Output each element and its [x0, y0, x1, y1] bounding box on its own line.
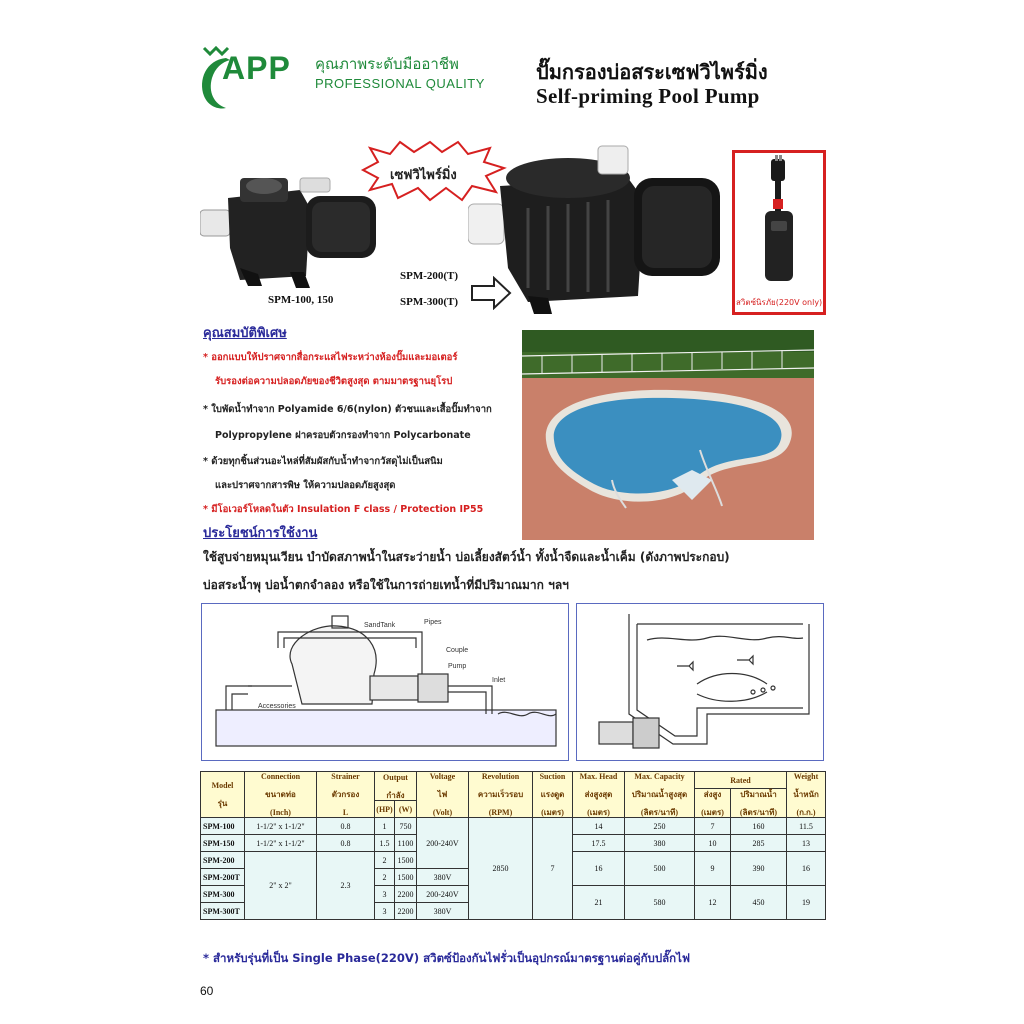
col-header-connection: Connection ขนาดท่อ (Inch)	[245, 772, 317, 818]
swimming-pool-photo	[522, 330, 814, 540]
burst-label: เซฟวิไพร์มิ่ง	[390, 168, 457, 183]
table-cell: 2" x 2"	[245, 852, 317, 920]
table-cell: 1-1/2" x 1-1/2"	[245, 818, 317, 835]
table-cell: 750	[395, 818, 417, 835]
table-cell: 285	[731, 835, 787, 852]
safety-switch-label: สวิตซ์นิรภัย(220V only)	[736, 298, 823, 307]
table-cell: 16	[573, 852, 625, 886]
table-cell: 2.3	[317, 852, 375, 920]
table-cell: SPM-200	[201, 852, 245, 869]
application-text-line-1: ใช้สูบจ่ายหมุนเวียน บำบัดสภาพน้ำในสระว่ายน้ำ บ่อเลี้ยงสัตว์น้ำ ทั้งน้ำจืดและน้ำเค็ม (ดังภาพประกอบ)	[203, 550, 730, 564]
table-cell: 3	[375, 903, 395, 920]
table-cell: 0.8	[317, 818, 375, 835]
diagram-label: Pump	[448, 663, 467, 670]
table-cell: 2	[375, 869, 395, 886]
table-cell: 14	[573, 818, 625, 835]
feature-line: Polypropylene ฝาครอบตัวกรองทำจาก Polycarbonate	[215, 430, 471, 441]
col-header-suction: Suction แรงดูด (เมตร)	[533, 772, 573, 818]
table-cell: 19	[787, 886, 826, 920]
col-header-rated-flow: ปริมาณน้ำ (ลิตร/นาที)	[731, 789, 787, 818]
page-title-thai: ปั๊มกรองบ่อสระเซฟวิไพร์มิ่ง	[536, 60, 768, 84]
safety-switch-image	[732, 150, 826, 315]
diagram-label: Accessories	[258, 703, 296, 710]
feature-line: * ใบพัดน้ำทำจาก Polyamide 6/6(nylon) ตัวชนและเสื้อปั๊มทำจาก	[203, 404, 492, 415]
table-cell: 200-240V	[417, 886, 469, 903]
table-cell: 160	[731, 818, 787, 835]
col-header-max-capacity: Max. Capacity ปริมาณน้ำสูงสุด (ลิตร/นาที)	[625, 772, 695, 818]
table-cell: 9	[695, 852, 731, 886]
table-cell: 450	[731, 886, 787, 920]
col-header-revolution: Revolution ความเร็วรอบ (RPM)	[469, 772, 533, 818]
table-cell: 2200	[395, 903, 417, 920]
col-header-max-head: Max. Head ส่งสูงสุด (เมตร)	[573, 772, 625, 818]
page-title-english: Self-priming Pool Pump	[536, 84, 760, 108]
table-cell: 380V	[417, 869, 469, 886]
table-cell: 10	[695, 835, 731, 852]
feature-line: รับรองต่อความปลอดภัยของชีวิตสูงสุด ตามมาตรฐานยุโรป	[215, 376, 453, 387]
footnote: * สำหรับรุ่นที่เป็น Single Phase(220V) สวิตซ์ป้องกันไฟรั่วเป็นอุปกรณ์มาตรฐานต่อคู่กับปลั๊กไฟ	[203, 951, 691, 965]
table-cell: 1500	[395, 869, 417, 886]
table-cell: 250	[625, 818, 695, 835]
page-number: 60	[200, 984, 214, 998]
diagram-label: Couple	[446, 647, 469, 654]
table-cell: 2850	[469, 818, 533, 920]
fish-pond-diagram	[576, 603, 824, 761]
table-cell: 580	[625, 886, 695, 920]
table-cell: 380V	[417, 903, 469, 920]
application-text-line-2: บ่อสระน้ำพุ บ่อน้ำตกจำลอง หรือใช้ในการถ่ายเทน้ำที่มีปริมาณมาก ฯลฯ	[203, 578, 569, 592]
col-header-strainer: Strainer ตัวกรอง L	[317, 772, 375, 818]
large-pump-model-label-2: SPM-300(T)	[400, 296, 459, 308]
col-header-w: (W)	[395, 801, 417, 818]
logo-tagline-english: PROFESSIONAL QUALITY	[315, 76, 485, 91]
table-cell: 1-1/2" x 1-1/2"	[245, 835, 317, 852]
table-cell: 390	[731, 852, 787, 886]
col-header-output: Output กำลัง	[375, 772, 417, 801]
table-cell: 2	[375, 852, 395, 869]
table-cell: 17.5	[573, 835, 625, 852]
table-cell: 1	[375, 818, 395, 835]
col-header-weight: Weight น้ำหนัก (ก.ก.)	[787, 772, 826, 818]
specification-table	[200, 771, 826, 920]
logo-tagline-thai: คุณภาพระดับมืออาชีพ	[315, 55, 459, 73]
table-cell: 0.8	[317, 835, 375, 852]
table-cell: 1.5	[375, 835, 395, 852]
diagram-label: SandTank	[364, 622, 396, 629]
table-cell: 1500	[395, 852, 417, 869]
table-cell: 7	[695, 818, 731, 835]
diagram-label: Pipes	[424, 619, 442, 626]
table-cell: 380	[625, 835, 695, 852]
table-cell: SPM-100	[201, 818, 245, 835]
pool-piping-diagram	[201, 603, 569, 761]
table-cell: 21	[573, 886, 625, 920]
diagram-label: Inlet	[492, 677, 506, 684]
table-cell: 1100	[395, 835, 417, 852]
table-cell: 12	[695, 886, 731, 920]
table-cell: 200-240V	[417, 818, 469, 869]
feature-line: * ด้วยทุกชิ้นส่วนอะไหล่ที่สัมผัสกับน้ำทำจากวัสดุไม่เป็นสนิม	[203, 456, 443, 467]
feature-line: * มีโอเวอร์โหลดในตัว Insulation F class / Protection IP55	[203, 504, 484, 515]
small-pump-model-label: SPM-100, 150	[268, 294, 334, 306]
table-cell: 13	[787, 835, 826, 852]
table-cell: 11.5	[787, 818, 826, 835]
table-cell: 3	[375, 886, 395, 903]
feature-line: * ออกแบบให้ปราศจากสื่อกระแสไฟระหว่างห้องปั๊มและมอเตอร์	[203, 352, 458, 363]
table-cell: SPM-300	[201, 886, 245, 903]
table-cell: 2200	[395, 886, 417, 903]
table-cell: 7	[533, 818, 573, 920]
features-heading: คุณสมบัติพิเศษ	[203, 326, 287, 341]
feature-line: และปราศจากสารพิษ ให้ความปลอดภัยสูงสุด	[215, 480, 396, 491]
col-header-hp: (HP)	[375, 801, 395, 818]
col-header-rated: Rated	[695, 772, 787, 789]
arrow-right-icon	[470, 276, 512, 310]
large-pump-model-label-1: SPM-200(T)	[400, 270, 459, 282]
table-cell: 500	[625, 852, 695, 886]
table-cell: SPM-300T	[201, 903, 245, 920]
col-header-voltage: Voltage ไฟ (Volt)	[417, 772, 469, 818]
col-header-model: Model รุ่น	[201, 772, 245, 818]
table-row	[201, 818, 826, 835]
table-cell: 16	[787, 852, 826, 886]
table-cell: SPM-150	[201, 835, 245, 852]
table-cell: SPM-200T	[201, 869, 245, 886]
col-header-rated-head: ส่งสูง (เมตร)	[695, 789, 731, 818]
app-logo-text: APP	[222, 50, 291, 86]
application-heading: ประโยชน์การใช้งาน	[203, 526, 318, 541]
